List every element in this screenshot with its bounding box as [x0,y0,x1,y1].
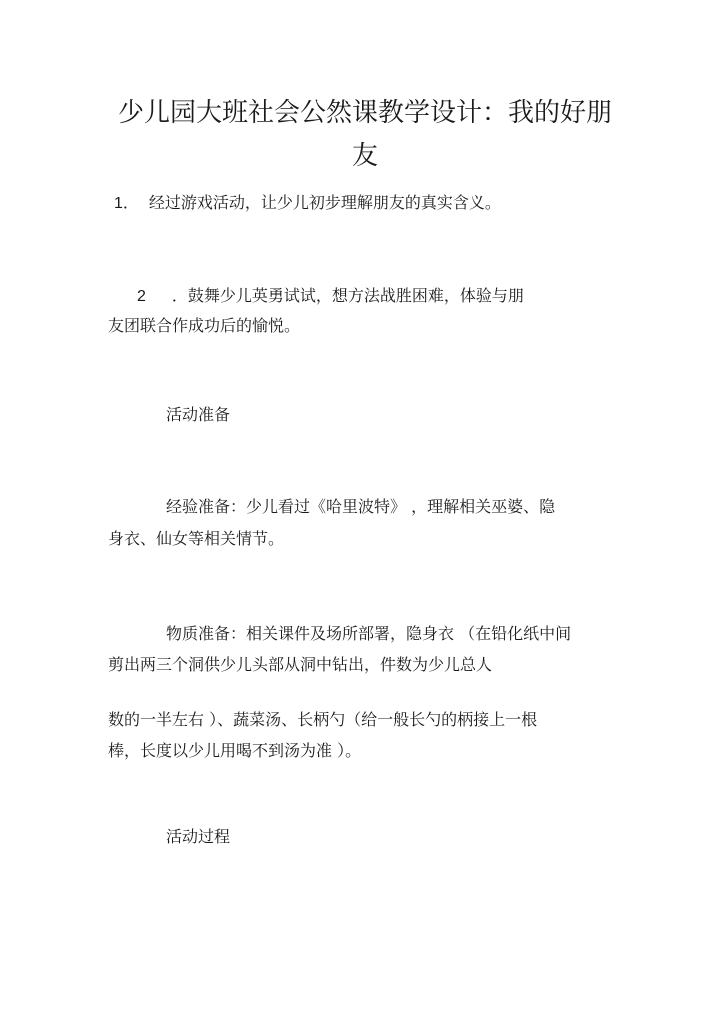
objective-2 [137,286,524,307]
objective-2-text-line-2: 友团联合作成功后的愉悦。 [108,316,301,335]
objective-1-text: 经过游戏活动，让少儿初步理解朋友的真实含义。 [148,193,501,212]
material-prep-line-1: 物质准备：相关课件及场所部署，隐身衣 （在铅化纸中间 [166,624,572,643]
material-prep-line-2: 剪出两三个洞供少儿头部从洞中钻出，件数为少儿总人 [108,655,493,674]
material-prep-line-4: 棒，长度以少儿用喝不到汤为准 ）。 [108,741,362,760]
objective-1-number: 1． [114,195,139,212]
material-prep-line-3: 数的一半左右 ）、蔬菜汤、长柄勺（给一般长勺的柄接上一根 [108,710,538,729]
experience-prep-line-1: 经验准备：少儿看过《哈里波特》 ，理解相关巫婆、隐 [166,497,556,516]
objective-1 [114,193,501,214]
objective-2-number: 2 [137,288,146,305]
document-title [100,92,630,178]
objective-2-text-line-1: ．鼓舞少儿英勇试试，想方法战胜困难，体验与朋 [171,286,524,305]
title-line-1: 少儿园大班社会公然课教学设计：我的好朋 [117,98,612,128]
section-heading-preparation: 活动准备 [166,405,231,424]
section-heading-process: 活动过程 [166,827,231,846]
experience-prep-line-2: 身衣、仙女等相关情节。 [108,529,285,548]
title-line-2: 友 [351,141,378,171]
